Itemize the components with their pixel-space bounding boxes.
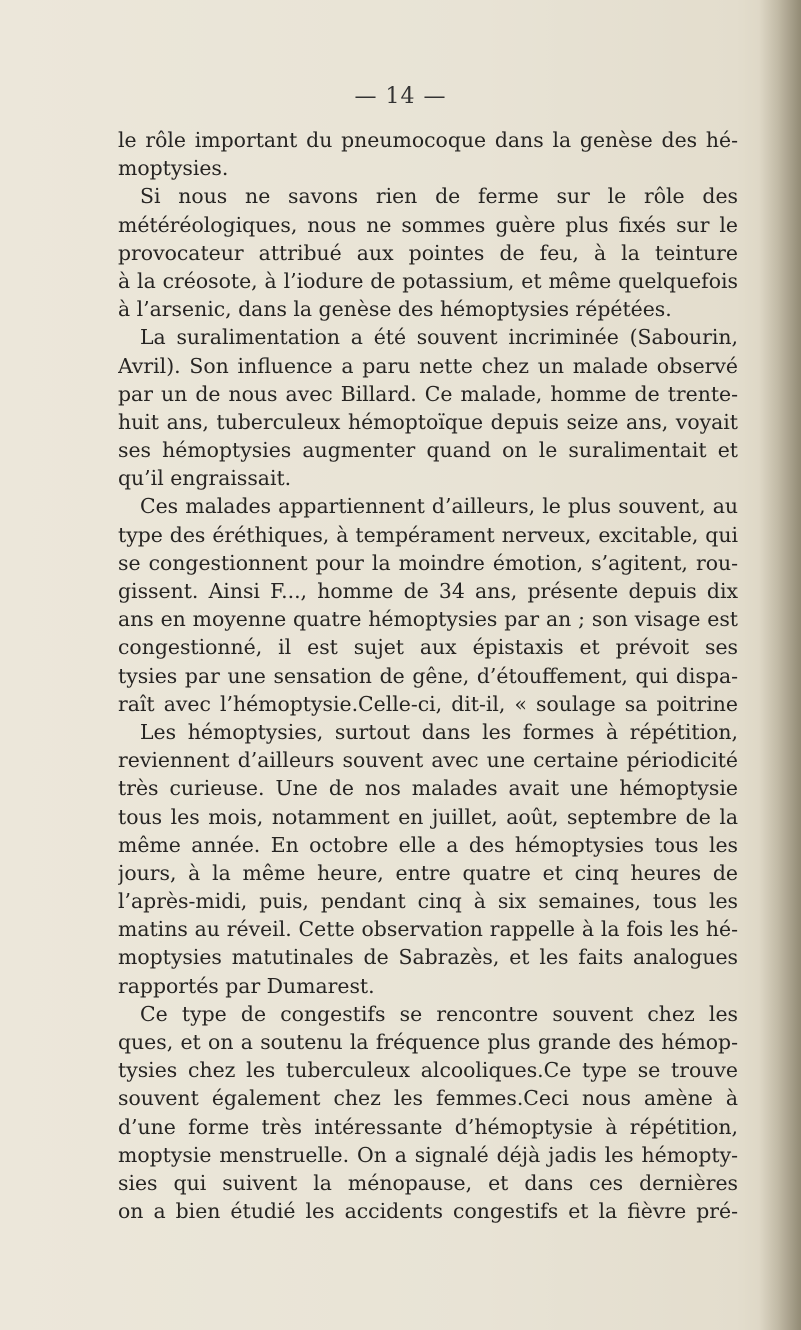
text-line: très curieuse. Une de nos malades avait une hémoptysie (118, 776, 738, 801)
text-line: se congestionnent pour la moindre émotion, s’agitent, rou- (118, 550, 738, 575)
text-line: raît avec l’hémoptysie.Celle-ci, dit-il, « soulage sa poitrine (118, 691, 738, 716)
text-line: rapportés par Dumarest. (118, 973, 375, 998)
text-line: à la créosote, à l’iodure de potassium, et même quelquefois (118, 268, 738, 293)
text-line: on a bien étudié les accidents congestifs et la fièvre pré- (118, 1199, 738, 1224)
text-line: reviennent d’ailleurs souvent avec une certaine périodicité (118, 748, 738, 773)
text-line: Ce type de congestifs se rencontre souvent chez les (140, 1001, 738, 1026)
text-line: moptysie menstruelle. On a signalé déjà jadis les hémopty- (118, 1142, 738, 1167)
text-line: ques, et on a soutenu la fréquence plus grande des hémop- (118, 1030, 738, 1054)
text-line: moptysies. (118, 156, 229, 181)
text-line: souvent également chez les femmes.Ceci nous amène à (118, 1086, 738, 1111)
text-line: à l’arsenic, dans la genèse des hémoptysies répétées. (118, 297, 672, 322)
text-line: même année. En octobre elle a des hémoptysies tous les (118, 832, 738, 857)
text-line: jours, à la même heure, entre quatre et cinq heures de (118, 860, 738, 885)
text-line: congestionné, il est sujet aux épistaxis et prévoit ses (118, 635, 738, 660)
text-line: ses hémoptysies augmenter quand on le suralimentait et (118, 438, 738, 463)
text-line: Si nous ne savons rien de ferme sur le rôle des (140, 184, 738, 209)
text-line: La suralimentation a été souvent incriminée (Sabourin, (140, 325, 738, 350)
text-line: météréologiques, nous ne sommes guère plus fixés sur le (118, 212, 738, 237)
body-text (118, 126, 738, 1225)
text-line: tysies chez les tuberculeux alcooliques.Ce type se trouve (118, 1058, 738, 1083)
page-edge-shadow (759, 0, 801, 1330)
page-number: — 14 — (354, 84, 447, 109)
text-line: huit ans, tuberculeux hémoptoïque depuis seize ans, voyait (118, 409, 738, 434)
text-line: gissent. Ainsi F..., homme de 34 ans, présente depuis dix (118, 579, 738, 603)
text-line: tous les mois, notamment en juillet, août, septembre de la (118, 804, 738, 829)
text-line: le rôle important du pneumocoque dans la genèse des hé- (118, 128, 738, 152)
text-line: par un de nous avec Billard. Ce malade, homme de trente- (118, 381, 738, 406)
text-line: Les hémoptysies, surtout dans les formes à répétition, (140, 719, 738, 744)
text-line: provocateur attribué aux pointes de feu, à la teinture (118, 240, 738, 265)
text-line: d’une forme très intéressante d’hémoptysie à répétition, (118, 1114, 738, 1139)
text-line: qu’il engraissait. (118, 466, 292, 491)
text-line: sies qui suivent la ménopause, et dans ces dernières (118, 1170, 738, 1195)
text-line: Avril). Son influence a paru nette chez un malade observé (118, 353, 738, 378)
text-line: moptysies matutinales de Sabrazès, et les faits analogues (118, 945, 738, 970)
text-line: Ces malades appartiennent d’ailleurs, le plus souvent, au (140, 494, 738, 519)
text-line: matins au réveil. Cette observation rappelle à la fois les hé- (118, 917, 738, 942)
text-line: ans en moyenne quatre hémoptysies par an ; son visage est (118, 607, 738, 632)
text-line: l’après-midi, puis, pendant cinq à six semaines, tous les (118, 889, 738, 914)
text-line: tysies par une sensation de gêne, d’étouffement, qui dispa- (118, 663, 738, 688)
text-line: type des éréthiques, à tempérament nerveux, excitable, qui (118, 522, 738, 547)
